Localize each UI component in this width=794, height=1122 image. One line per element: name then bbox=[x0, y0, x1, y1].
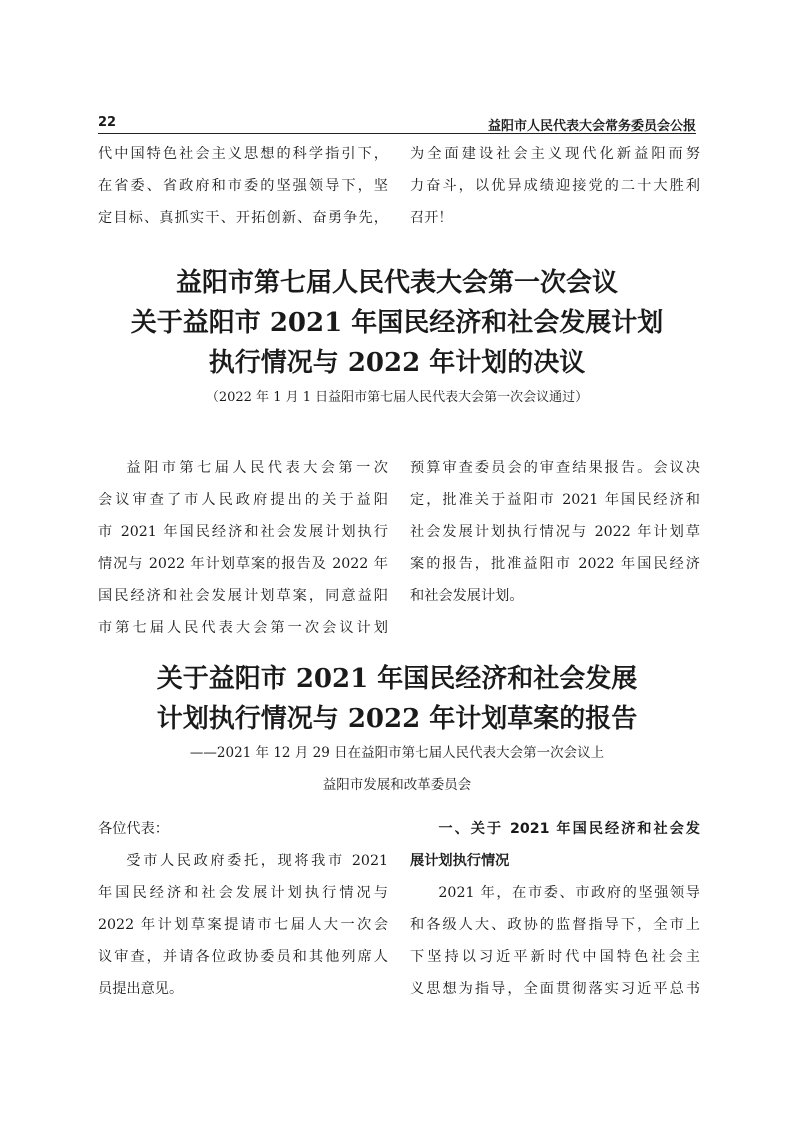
text-line: 和各级人大、政协的监督指导下，全市上 bbox=[410, 917, 700, 933]
text-line: 预算审查委员会的审查结果报告。会议决 bbox=[410, 460, 700, 476]
text-line: 2022 年计划草案提请市七届人大一次会 bbox=[98, 917, 388, 933]
text-line: 在省委、省政府和市委的坚强领导下，坚 bbox=[98, 178, 388, 194]
section-heading: 展计划执行情况 bbox=[410, 853, 510, 869]
text-line: 年国民经济和社会发展计划执行情况与 bbox=[98, 885, 388, 901]
report-title bbox=[0, 659, 794, 739]
resolution-title bbox=[0, 263, 794, 383]
text-line: 情况与 2022 年计划草案的报告及 2022 年 bbox=[98, 556, 388, 572]
text-line: 市第七届人民代表大会第一次会议计划 bbox=[98, 620, 388, 636]
resolution-left-column bbox=[98, 452, 388, 644]
text-line: 召开！ bbox=[410, 210, 453, 226]
title-line: 关于益阳市 2021 年国民经济和社会发展 bbox=[156, 664, 638, 694]
text-line: 受市人民政府委托，现将我市 2021 bbox=[126, 853, 388, 869]
title-line: 计划执行情况与 2022 年计划草案的报告 bbox=[156, 704, 638, 734]
top-left-column bbox=[98, 138, 388, 234]
section-heading: 一、关于 2021 年国民经济和社会发 bbox=[438, 821, 700, 837]
resolution-subtitle: （2022 年 1 月 1 日益阳市第七届人民代表大会第一次会议通过） bbox=[205, 390, 589, 405]
text-line: 义思想为指导，全面贯彻落实习近平总书 bbox=[410, 981, 700, 997]
text-line: 案的报告，批准益阳市 2022 年国民经济 bbox=[410, 556, 700, 572]
text-line: 会议审查了市人民政府提出的关于益阳 bbox=[98, 492, 388, 508]
text-line: 和社会发展计划。 bbox=[410, 588, 524, 604]
author-line: 益阳市发展和改革委员会 bbox=[322, 777, 472, 793]
subtitle-line: ——2021 年 12 月 29 日在益阳市第七届人民代表大会第一次会议上 bbox=[189, 745, 605, 761]
title-line: 益阳市第七届人民代表大会第一次会议 bbox=[175, 268, 618, 298]
text-line: 员提出意见。 bbox=[98, 981, 184, 997]
text-line: 为全面建设社会主义现代化新益阳而努 bbox=[410, 146, 700, 162]
title-line: 执行情况与 2022 年计划的决议 bbox=[208, 348, 586, 378]
text-line: 市 2021 年国民经济和社会发展计划执行 bbox=[98, 524, 388, 540]
text-line: 力奋斗，以优异成绩迎接党的二十大胜利 bbox=[410, 178, 700, 194]
journal-name: 益阳市人民代表大会常务委员会公报 bbox=[487, 119, 696, 134]
text-line: 2021 年，在市委、市政府的坚强领导 bbox=[438, 885, 700, 901]
text-line: 益阳市第七届人民代表大会第一次 bbox=[126, 460, 388, 476]
text-line: 下坚持以习近平新时代中国特色社会主 bbox=[410, 949, 700, 965]
title-line: 关于益阳市 2021 年国民经济和社会发展计划 bbox=[130, 308, 664, 338]
text-line: 议审查，并请各位政协委员和其他列席人 bbox=[98, 949, 388, 965]
report-subtitle bbox=[0, 737, 794, 801]
text-line: 国民经济和社会发展计划草案，同意益阳 bbox=[98, 588, 388, 604]
greeting: 各位代表： bbox=[98, 821, 169, 837]
text-line: 定目标、真抓实干、开拓创新、奋勇争先， bbox=[98, 210, 388, 226]
page-number: 22 bbox=[98, 115, 117, 130]
top-right-column bbox=[410, 138, 700, 234]
text-line: 社会发展计划执行情况与 2022 年计划草 bbox=[410, 524, 700, 540]
report-left-column bbox=[98, 813, 388, 1005]
report-right-column bbox=[410, 813, 700, 1005]
resolution-right-column bbox=[410, 452, 700, 612]
text-line: 定，批准关于益阳市 2021 年国民经济和 bbox=[410, 492, 700, 508]
running-header bbox=[98, 113, 696, 134]
text-line: 代中国特色社会主义思想的科学指引下， bbox=[98, 146, 388, 162]
